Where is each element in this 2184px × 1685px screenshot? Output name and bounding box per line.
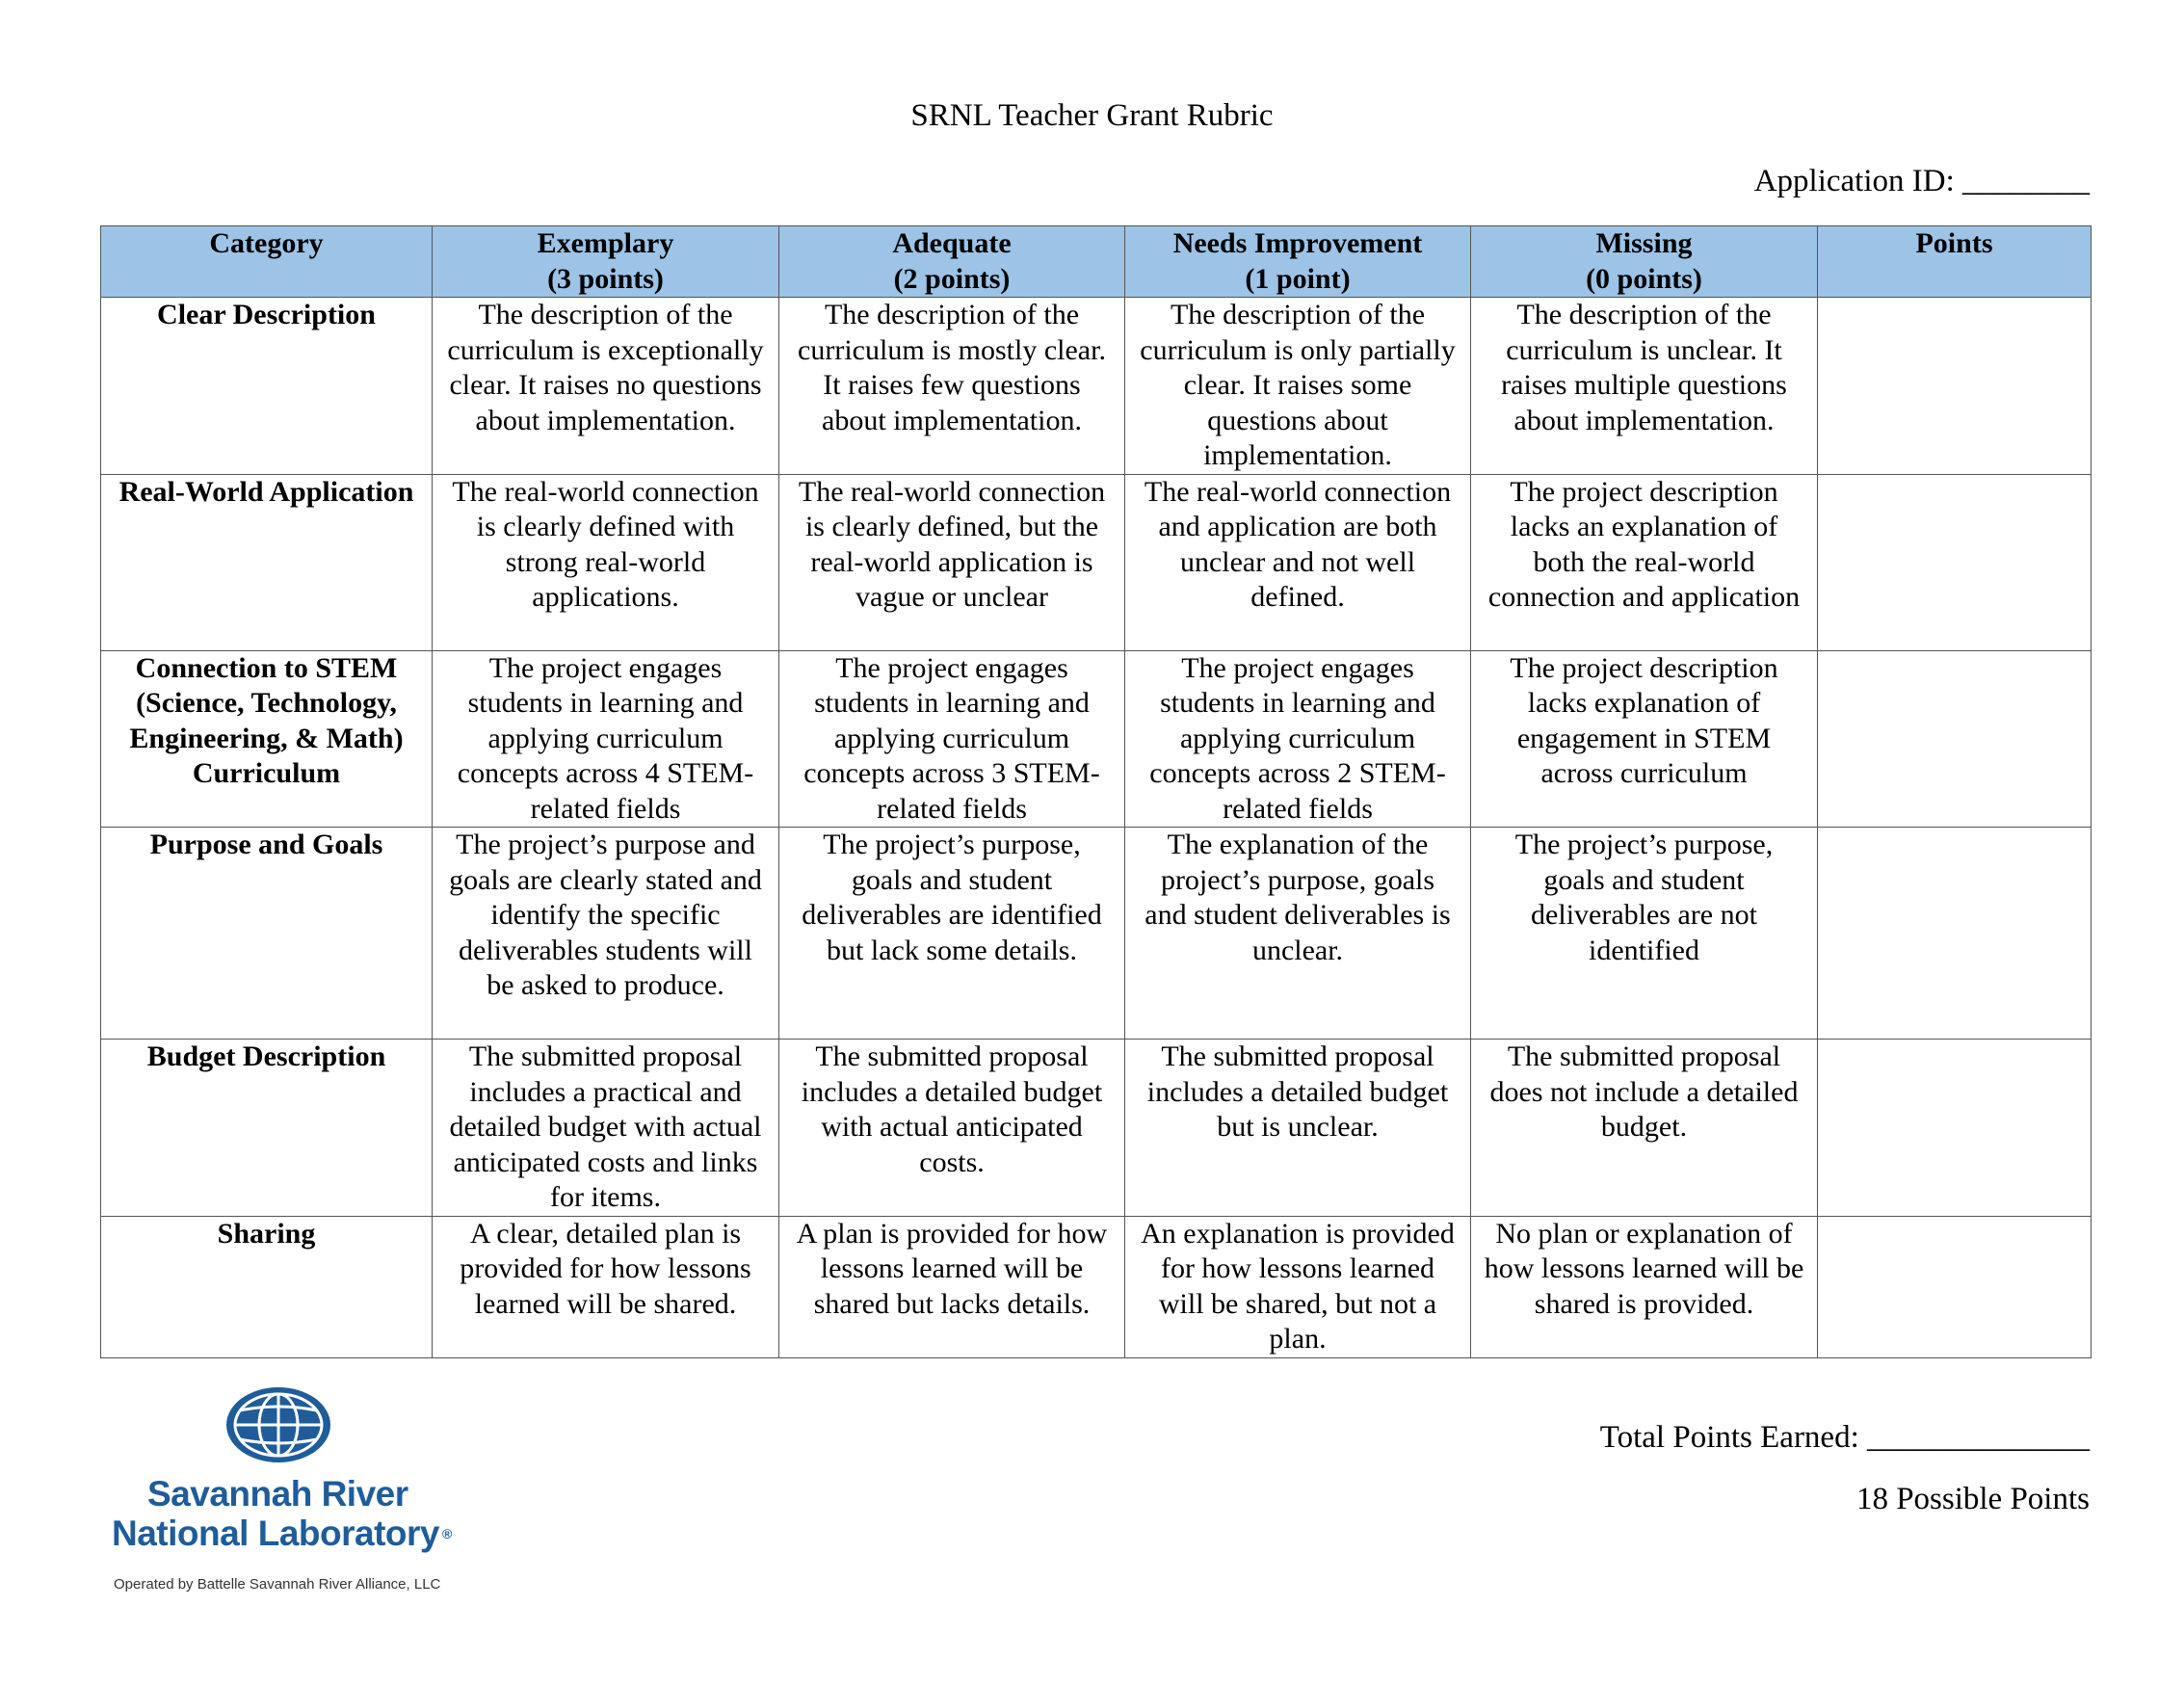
needs-improvement-cell: The real-world connection and application are both unclear and not well defined. (1125, 474, 1471, 650)
missing-cell: The submitted proposal does not include a detailed budget. (1471, 1040, 1818, 1217)
needs-improvement-cell: The description of the curriculum is only partially clear. It raises some questions about implementation. (1125, 298, 1471, 475)
adequate-cell: The submitted proposal includes a detailed budget with actual anticipated costs. (779, 1040, 1125, 1217)
document-title: SRNL Teacher Grant Rubric (910, 98, 1274, 133)
adequate-cell: The description of the curriculum is mostly clear. It raises few questions about implementation. (779, 298, 1125, 475)
header-points: (3 points) (547, 262, 664, 295)
logo-line-2-text: National Laboratory (112, 1514, 439, 1553)
application-id-field: Application ID: ________ (1753, 164, 2090, 198)
points-cell[interactable] (1818, 650, 2092, 828)
missing-cell: No plan or explanation of how lessons learned will be shared is provided. (1471, 1216, 1818, 1357)
category-cell: Real-World Application (101, 474, 433, 650)
missing-cell: The description of the curriculum is unclear. It raises multiple questions about implementation. (1471, 298, 1818, 475)
exemplary-cell: The project engages students in learning and applying curriculum concepts across 4 STEM-related fields (433, 650, 779, 828)
points-cell[interactable] (1818, 828, 2092, 1040)
table-row (101, 474, 2092, 650)
globe-icon (224, 1385, 332, 1464)
needs-improvement-cell: The project engages students in learning and applying curriculum concepts across 2 STEM-related fields (1125, 650, 1471, 828)
srnl-logo (112, 1385, 478, 1607)
header-label: Missing (1595, 227, 1693, 259)
table-row (101, 650, 2092, 828)
total-points-field: Total Points Earned: ______________ (1599, 1420, 2090, 1455)
category-cell: Sharing (101, 1216, 433, 1357)
exemplary-cell: The real-world connection is clearly defined with strong real-world applications. (433, 474, 779, 650)
category-cell: Connection to STEM (Science, Technology, Engineering, & Math) Curriculum (101, 650, 433, 828)
rubric-table (100, 225, 2092, 1358)
exemplary-cell: The project’s purpose and goals are clearly stated and identify the specific deliverables students will be asked to produce. (433, 828, 779, 1040)
table-row (101, 1040, 2092, 1217)
adequate-cell: The project engages students in learning and applying curriculum concepts across 3 STEM-related fields (779, 650, 1125, 828)
table-row (101, 298, 2092, 475)
missing-cell: The project’s purpose, goals and student deliverables are not identified (1471, 828, 1818, 1040)
logo-line-2 (112, 1514, 452, 1554)
missing-cell: The project description lacks explanation of engagement in STEM across curriculum (1471, 650, 1818, 828)
table-row (101, 1216, 2092, 1357)
header-needs-improvement (1125, 226, 1471, 298)
header-adequate (779, 226, 1125, 298)
header-label: Needs Improvement (1172, 227, 1423, 259)
header-points: (1 point) (1245, 262, 1351, 295)
adequate-cell: A plan is provided for how lessons learned will be shared but lacks details. (779, 1216, 1125, 1357)
needs-improvement-cell: The explanation of the project’s purpose, goals and student deliverables is unclear. (1125, 828, 1471, 1040)
header-points: (0 points) (1586, 262, 1702, 295)
points-cell[interactable] (1818, 474, 2092, 650)
operated-by-text: Operated by Battelle Savannah River Alliance, LLC (114, 1576, 441, 1593)
needs-improvement-cell: An explanation is provided for how lessons learned will be shared, but not a plan. (1125, 1216, 1471, 1357)
category-cell: Purpose and Goals (101, 828, 433, 1040)
logo-line-1: Savannah River (147, 1474, 408, 1514)
header-category (101, 226, 433, 298)
header-label: Adequate (892, 227, 1012, 259)
points-cell[interactable] (1818, 298, 2092, 475)
points-cell[interactable] (1818, 1040, 2092, 1217)
points-cell[interactable] (1818, 1216, 2092, 1357)
header-row (101, 226, 2092, 298)
registered-mark: ® (442, 1526, 452, 1541)
header-label: Exemplary (537, 227, 674, 259)
header-missing (1471, 226, 1818, 298)
header-label: Category (209, 227, 324, 259)
adequate-cell: The project’s purpose, goals and student deliverables are identified but lack some details. (779, 828, 1125, 1040)
exemplary-cell: The submitted proposal includes a practical and detailed budget with actual anticipated costs and links for items. (433, 1040, 779, 1217)
header-points: (2 points) (893, 262, 1011, 295)
adequate-cell: The real-world connection is clearly defined, but the real-world application is vague or unclear (779, 474, 1125, 650)
missing-cell: The project description lacks an explanation of both the real-world connection and application (1471, 474, 1818, 650)
exemplary-cell: A clear, detailed plan is provided for how lessons learned will be shared. (433, 1216, 779, 1357)
header-exemplary (433, 226, 779, 298)
category-cell: Clear Description (101, 298, 433, 475)
table-row (101, 828, 2092, 1040)
category-cell: Budget Description (101, 1040, 433, 1217)
exemplary-cell: The description of the curriculum is exceptionally clear. It raises no questions about implementation. (433, 298, 779, 475)
needs-improvement-cell: The submitted proposal includes a detailed budget but is unclear. (1125, 1040, 1471, 1217)
possible-points: 18 Possible Points (1855, 1482, 2090, 1516)
header-label: Points (1915, 227, 1993, 259)
header-points-column (1818, 226, 2092, 298)
